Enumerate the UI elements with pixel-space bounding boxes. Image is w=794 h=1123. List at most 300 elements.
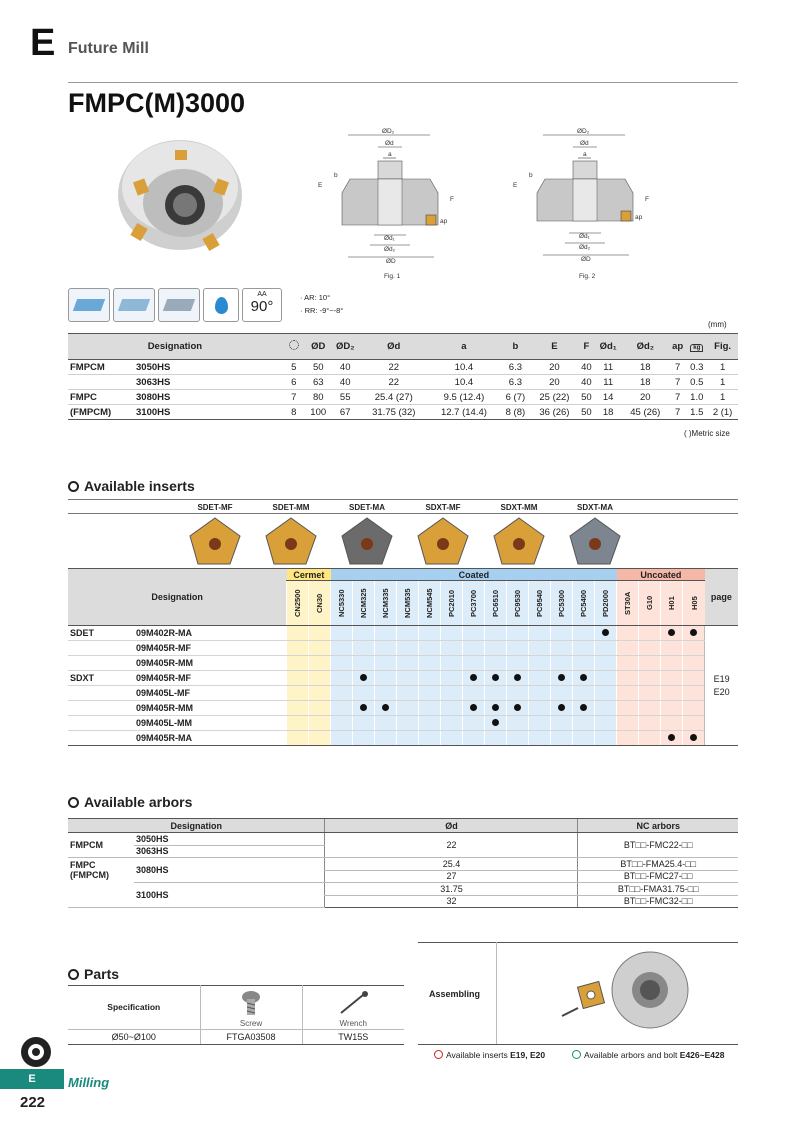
availability-dot	[492, 719, 499, 726]
ins-cell	[353, 716, 375, 731]
insert-icon	[264, 516, 318, 566]
ins-grade-header	[639, 581, 661, 626]
ins-cell	[595, 701, 617, 716]
arb-group-line1: FMPC	[70, 860, 96, 870]
ins-cell	[683, 626, 705, 641]
insert-shape-label: SDXT-MA	[577, 503, 613, 512]
ins-cell	[419, 731, 441, 746]
ins-grade-header	[419, 581, 441, 626]
spec-h-d1: Ød₁	[595, 334, 622, 360]
spec-cell: 3050HS	[134, 360, 282, 375]
ins-cell	[617, 656, 639, 671]
ins-cell	[617, 716, 639, 731]
insert-shape-label: SDXT-MF	[425, 503, 461, 512]
ins-cell	[573, 701, 595, 716]
availability-dot	[470, 704, 477, 711]
arb-model: 3100HS	[134, 883, 325, 908]
face-milling-icon	[68, 288, 110, 322]
ins-cell	[309, 641, 331, 656]
ins-cell	[309, 686, 331, 701]
ins-cell	[573, 671, 595, 686]
parts-wrench-cell	[302, 985, 404, 1029]
inserts-divider	[68, 499, 738, 500]
spec-cell: 55	[331, 390, 360, 405]
dim-a-label: a	[388, 151, 392, 158]
ins-cell	[419, 656, 441, 671]
spec-h-dd: ØD	[306, 334, 331, 360]
ins-cell	[639, 686, 661, 701]
ins-cell	[617, 686, 639, 701]
ins-cell	[353, 671, 375, 686]
ins-designation: 09M405R-MF	[134, 671, 287, 686]
availability-dot	[514, 704, 521, 711]
ins-group	[68, 731, 134, 746]
ins-cell	[375, 686, 397, 701]
availability-dot	[470, 674, 477, 681]
spec-h-f: F	[578, 334, 595, 360]
ins-cell	[353, 686, 375, 701]
ins-row	[68, 701, 738, 716]
ins-cell	[309, 701, 331, 716]
dim-f-label: F	[450, 196, 454, 203]
ins-cell	[551, 731, 573, 746]
availability-dot	[514, 674, 521, 681]
spec-cell: 18	[622, 375, 669, 390]
ins-cell	[353, 656, 375, 671]
ins-cell	[485, 731, 507, 746]
dim2-f-label: F	[645, 196, 649, 203]
dim-d2-label: ØD₂	[382, 128, 395, 135]
arb-group	[68, 858, 134, 908]
ins-cell	[617, 701, 639, 716]
spec-cell: FMPCM	[68, 360, 134, 375]
assembling-label: Assembling	[429, 989, 481, 999]
ins-cell	[617, 731, 639, 746]
ins-cell	[529, 671, 551, 686]
metric-note: ( )Metric size	[684, 429, 730, 438]
grade-label: PC5400	[579, 589, 589, 617]
ins-cell	[551, 701, 573, 716]
ref-arbors[interactable]	[572, 1050, 724, 1060]
screw-label: Screw	[239, 1018, 263, 1028]
ins-designation: 09M405R-MM	[134, 656, 287, 671]
ins-cell	[397, 701, 419, 716]
section-letter: E	[30, 22, 56, 64]
figure-2-caption: Fig. 2	[579, 273, 596, 280]
spec-cell: 20	[531, 375, 578, 390]
ins-cell	[375, 671, 397, 686]
ins-cell	[463, 701, 485, 716]
spec-h-d2: Ød₂	[622, 334, 669, 360]
spec-cell: 7	[669, 375, 686, 390]
dim-d1-label: Ød₁	[384, 235, 395, 242]
spec-cell: 10.4	[428, 375, 500, 390]
arb-h-nc: NC arbors	[578, 819, 738, 833]
ins-cell	[463, 671, 485, 686]
ins-group: SDXT	[68, 671, 134, 686]
ins-cell	[661, 686, 683, 701]
ins-cell	[573, 626, 595, 641]
parts-screw-code: FTGA03508	[200, 1029, 302, 1044]
arb-h-designation: Designation	[68, 819, 325, 833]
ins-cell	[485, 686, 507, 701]
spec-cell: 18	[622, 360, 669, 375]
ins-cell	[287, 701, 309, 716]
dim-ap-label: ap	[440, 218, 448, 225]
dim2-dd-label: ØD	[581, 256, 591, 263]
spec-cell: 7	[669, 405, 686, 420]
spec-cell: 22	[360, 375, 428, 390]
arb-row	[68, 858, 738, 871]
spec-cell: 6.3	[500, 375, 531, 390]
ins-row	[68, 626, 738, 641]
ins-cell	[529, 626, 551, 641]
availability-dot	[668, 734, 675, 741]
ref-inserts-label: Available inserts	[446, 1050, 508, 1060]
ins-cell	[661, 641, 683, 656]
ins-cell	[463, 641, 485, 656]
arb-row	[68, 883, 738, 896]
ins-cell	[375, 626, 397, 641]
spec-cell: 1	[707, 360, 738, 375]
ins-cell	[441, 701, 463, 716]
ins-group	[68, 656, 134, 671]
ins-cell	[397, 716, 419, 731]
ref-arbors-pages: E426~E428	[679, 1050, 725, 1060]
arrow-circle-icon	[434, 1050, 443, 1059]
ins-cell	[573, 731, 595, 746]
ins-cell	[507, 626, 529, 641]
ins-cell	[595, 716, 617, 731]
ins-cell	[683, 656, 705, 671]
ins-h-designation: Designation	[68, 569, 287, 626]
spec-table	[68, 333, 738, 420]
ins-grade-header	[463, 581, 485, 626]
ins-cell	[441, 671, 463, 686]
grade-label: NCM545	[425, 588, 435, 618]
ins-cell	[661, 656, 683, 671]
dim-b-label: b	[334, 172, 338, 179]
spec-h-weight	[686, 334, 707, 360]
spec-cell: 14	[595, 390, 622, 405]
arbors-table	[68, 818, 738, 908]
ins-h-page: page	[705, 569, 738, 626]
spec-cell: 40	[331, 360, 360, 375]
ins-cell	[331, 716, 353, 731]
ins-cell	[331, 641, 353, 656]
figure-1-caption: Fig. 1	[384, 273, 401, 280]
ins-designation: 09M402R-MA	[134, 626, 287, 641]
insert-shape	[332, 502, 402, 571]
availability-dot	[558, 704, 565, 711]
ins-cell	[463, 626, 485, 641]
parts-title: Parts	[84, 966, 120, 982]
spec-cell: 31.75 (32)	[360, 405, 428, 420]
ins-cell	[375, 716, 397, 731]
ins-grade-header	[309, 581, 331, 626]
ins-cell	[419, 671, 441, 686]
spec-h-dd2: ØD₂	[331, 334, 360, 360]
spec-cell: 3063HS	[134, 375, 282, 390]
ins-cell	[397, 686, 419, 701]
screw-icon	[231, 989, 271, 1017]
milling-cutter-icon	[20, 1036, 52, 1068]
ins-designation: 09M405R-MA	[134, 731, 287, 746]
dim2-d-label: Ød	[580, 140, 589, 147]
insert-shape-label: SDET-MM	[272, 503, 310, 512]
ins-cell	[639, 731, 661, 746]
application-icons	[68, 288, 282, 322]
arb-group-line2: (FMPCM)	[70, 870, 109, 880]
ins-cell	[419, 701, 441, 716]
ins-cell	[485, 641, 507, 656]
arb-nc: BT□□-FMA25.4-□□	[578, 858, 738, 871]
spec-cell: 40	[331, 375, 360, 390]
ins-cell	[595, 641, 617, 656]
grade-label: H05	[689, 596, 699, 610]
page-ref[interactable]: E20	[713, 686, 730, 697]
spec-h-teeth	[282, 334, 306, 360]
ins-cell	[639, 641, 661, 656]
spec-cell: 1.0	[686, 390, 707, 405]
insert-icon	[416, 516, 470, 566]
grade-label: H01	[667, 596, 677, 610]
ins-cell	[551, 656, 573, 671]
ins-cell	[551, 671, 573, 686]
spec-cell: 36 (26)	[531, 405, 578, 420]
ins-designation: 09M405L-MF	[134, 686, 287, 701]
ref-inserts-pages: E19, E20	[510, 1050, 546, 1060]
spec-cell: 50	[578, 405, 595, 420]
arb-nc: BT□□-FMC27-□□	[578, 870, 738, 883]
arb-model: 3050HS	[134, 833, 325, 846]
ins-designation: 09M405L-MM	[134, 716, 287, 731]
availability-dot	[360, 704, 367, 711]
arrow-circle-icon	[68, 969, 79, 980]
availability-dot	[360, 674, 367, 681]
spec-cell: 1	[707, 390, 738, 405]
grade-label: NC5330	[337, 589, 347, 617]
grade-label: PC3700	[469, 589, 479, 617]
rake-ar: · AR: 10°	[300, 293, 331, 302]
ins-cell	[419, 626, 441, 641]
spec-cell: 22	[360, 360, 428, 375]
dim2-a-label: a	[583, 151, 587, 158]
ins-cell	[441, 656, 463, 671]
ins-page-cell	[705, 626, 738, 746]
spec-cell: 40	[578, 375, 595, 390]
availability-dot	[492, 704, 499, 711]
ins-group	[68, 641, 134, 656]
arb-row	[68, 833, 738, 846]
insert-shape	[408, 502, 478, 571]
arb-d: 27	[325, 870, 578, 883]
ins-cell	[507, 701, 529, 716]
ins-cell	[683, 731, 705, 746]
wrench-icon	[333, 989, 373, 1017]
dim-d-label: Ød	[385, 140, 394, 147]
ins-cell	[287, 671, 309, 686]
approach-angle-box	[242, 288, 282, 322]
ins-cell	[309, 626, 331, 641]
ins-grade-header	[353, 581, 375, 626]
spec-h-ap: ap	[669, 334, 686, 360]
spec-cell	[68, 375, 134, 390]
spec-cell: 11	[595, 360, 622, 375]
spec-h-e: E	[531, 334, 578, 360]
ref-arbors-label: Available arbors and bolt	[584, 1050, 678, 1060]
spec-cell: 7	[669, 360, 686, 375]
ins-grade-header	[375, 581, 397, 626]
spec-h-b: b	[500, 334, 531, 360]
ins-cell	[661, 671, 683, 686]
ins-designation: 09M405R-MF	[134, 641, 287, 656]
assembling-divider	[496, 942, 497, 1044]
ins-grade-header	[441, 581, 463, 626]
spec-row	[68, 360, 738, 375]
ins-cell	[397, 626, 419, 641]
arb-model: 3080HS	[134, 858, 325, 883]
spec-cell: 9.5 (12.4)	[428, 390, 500, 405]
ins-cell	[507, 641, 529, 656]
ins-cell	[287, 626, 309, 641]
ins-cell	[661, 701, 683, 716]
ins-row	[68, 686, 738, 701]
ins-cell	[661, 731, 683, 746]
ins-grade-header	[595, 581, 617, 626]
ins-cell	[595, 656, 617, 671]
ins-row	[68, 716, 738, 731]
slotting-icon	[158, 288, 200, 322]
ins-cell	[485, 656, 507, 671]
arb-group: FMPCM	[68, 833, 134, 858]
ins-group-cermet: Cermet	[287, 569, 331, 581]
spec-cell: 20	[622, 390, 669, 405]
spec-h-designation: Designation	[68, 334, 282, 360]
teeth-icon	[289, 340, 299, 350]
ins-cell	[463, 731, 485, 746]
grade-label: G10	[645, 595, 655, 611]
coolant-icon	[203, 288, 239, 322]
inserts-heading	[68, 478, 195, 494]
grade-label: CN30	[315, 593, 325, 613]
ins-group	[68, 701, 134, 716]
parts-range: Ø50~Ø100	[68, 1029, 200, 1044]
grade-label: NCM335	[381, 588, 391, 618]
ins-cell	[595, 626, 617, 641]
spec-row	[68, 405, 738, 420]
product-title: FMPC(M)3000	[68, 88, 246, 118]
parts-wrench-code: TW15S	[302, 1029, 404, 1044]
insert-shape-label: SDET-MF	[197, 503, 233, 512]
ins-group-row	[68, 569, 738, 581]
ins-cell	[595, 731, 617, 746]
insert-shape	[256, 502, 326, 571]
ins-cell	[441, 716, 463, 731]
arb-nc: BT□□-FMA31.75-□□	[578, 883, 738, 896]
ins-cell	[375, 641, 397, 656]
ins-cell	[331, 701, 353, 716]
grade-label: PC9540	[535, 589, 545, 617]
spec-cell: 67	[331, 405, 360, 420]
ins-grade-header	[507, 581, 529, 626]
spec-cell: 2 (1)	[707, 405, 738, 420]
insert-icon	[188, 516, 242, 566]
insert-shape	[484, 502, 554, 571]
insert-icon	[568, 516, 622, 566]
ins-cell	[309, 731, 331, 746]
arb-nc: BT□□-FMC22-□□	[578, 833, 738, 858]
ins-cell	[397, 671, 419, 686]
ins-row	[68, 656, 738, 671]
ins-cell	[639, 656, 661, 671]
availability-dot	[492, 674, 499, 681]
spec-cell: 100	[306, 405, 331, 420]
spec-cell: 6	[282, 375, 306, 390]
ins-cell	[463, 716, 485, 731]
ins-row	[68, 671, 738, 686]
ins-cell	[287, 686, 309, 701]
cutter-photo	[105, 125, 255, 275]
ins-row	[68, 641, 738, 656]
ins-cell	[441, 641, 463, 656]
spec-cell: FMPC	[68, 390, 134, 405]
parts-h-spec: Specification	[68, 985, 200, 1029]
ins-cell	[507, 731, 529, 746]
arrow-circle-icon	[68, 481, 79, 492]
ins-cell	[595, 671, 617, 686]
dim-d2s-label: Ød₂	[384, 246, 396, 253]
parts-table	[68, 985, 404, 1045]
arb-d: 25.4	[325, 858, 578, 871]
ins-cell	[331, 626, 353, 641]
figure-2	[505, 125, 665, 285]
ref-inserts[interactable]	[434, 1050, 545, 1060]
page-number: 222	[20, 1094, 46, 1111]
grade-label: PD2000	[601, 589, 611, 617]
page-ref[interactable]: E19	[713, 673, 730, 684]
grade-label: PC2010	[447, 589, 457, 617]
arb-h-d: Ød	[325, 819, 578, 833]
insert-icon	[492, 516, 546, 566]
insert-shape	[180, 502, 250, 571]
arrow-circle-icon	[572, 1050, 581, 1059]
grade-label: CN2500	[293, 589, 303, 617]
spec-cell: 6 (7)	[500, 390, 531, 405]
ins-cell	[683, 701, 705, 716]
ins-cell	[507, 671, 529, 686]
spec-cell: 0.3	[686, 360, 707, 375]
grade-label: PC5300	[557, 589, 567, 617]
dim2-e-label: E	[513, 182, 518, 189]
spec-cell: 7	[669, 390, 686, 405]
ins-cell	[683, 641, 705, 656]
spec-cell: 25.4 (27)	[360, 390, 428, 405]
ins-cell	[331, 731, 353, 746]
ins-grade-header	[529, 581, 551, 626]
spec-cell: 1.5	[686, 405, 707, 420]
insert-shape-label: SDXT-MM	[500, 503, 538, 512]
ins-cell	[529, 731, 551, 746]
section-name: Milling	[68, 1075, 110, 1090]
ins-cell	[573, 686, 595, 701]
ins-cell	[419, 686, 441, 701]
ins-grade-header	[617, 581, 639, 626]
assembly-illustration	[560, 948, 700, 1042]
dim2-d2-label: ØD₂	[577, 128, 590, 135]
ins-cell	[551, 686, 573, 701]
spec-cell: 12.7 (14.4)	[428, 405, 500, 420]
